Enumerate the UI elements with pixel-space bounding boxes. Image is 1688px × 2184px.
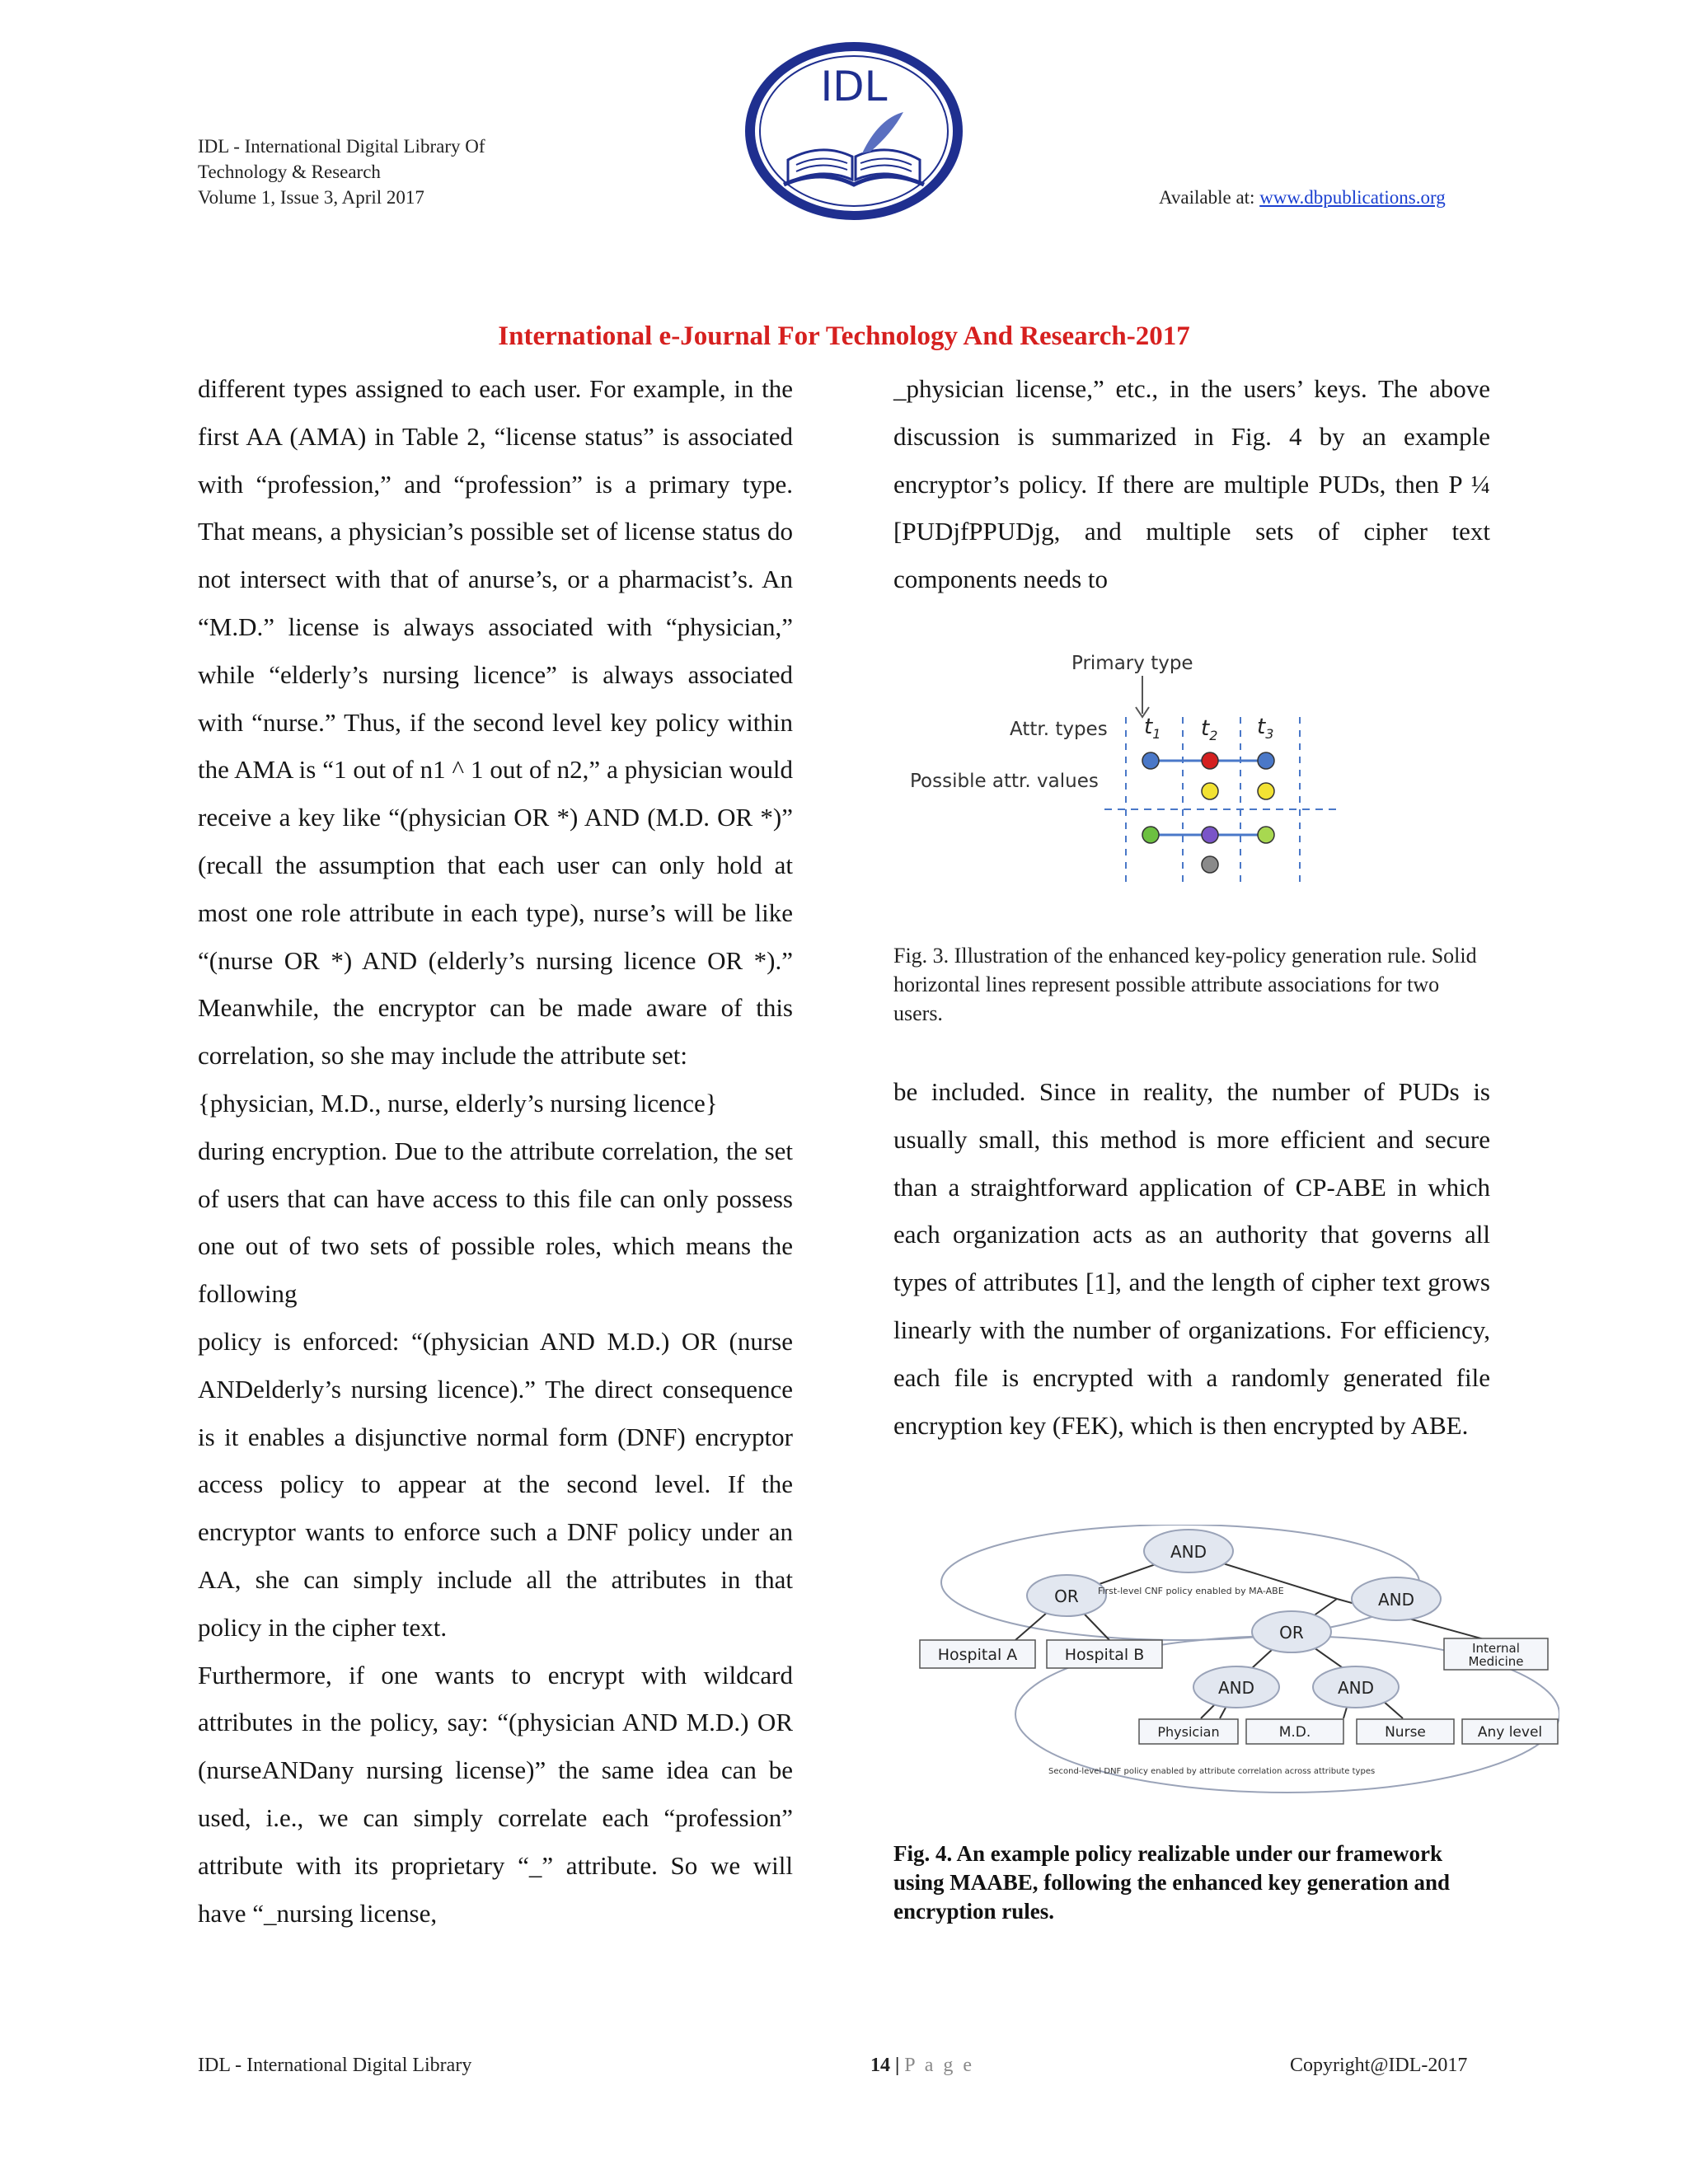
left-column: [198, 365, 793, 1937]
left-para-3: during encryption. Due to the attribute correlation, the set of users that can have access to this file can only possess one out of two sets of possible roles, which means the following: [198, 1136, 793, 1309]
footer-page: [870, 2055, 974, 2077]
fig3-possible-label: Possible attr. values: [910, 771, 1099, 792]
idl-logo: [738, 36, 969, 226]
fig3-dot-yellow: [1258, 783, 1274, 799]
fig3-diagram: [898, 643, 1352, 907]
fig4-and-top: [1144, 1530, 1233, 1572]
right-para-1: _physician license,” etc., in the users’ keys. The above discussion is summarized in Fig. 4 by an example encryptor’s policy. If there are multiple PUDs, then P ¼ [PUDjfPPUDjg, and multiple sets of cipher text components needs to: [893, 374, 1490, 594]
svg-text:AND: AND: [1217, 1678, 1255, 1698]
svg-text:OR: OR: [1279, 1623, 1304, 1643]
fig3-primary-label: Primary type: [1071, 653, 1193, 674]
header-line-3: Volume 1, Issue 3, April 2017: [198, 187, 424, 208]
fig4-first-level-note: First-level CNF policy enabled by MA-ABE: [1098, 1586, 1284, 1596]
svg-text:Medicine: Medicine: [1468, 1654, 1524, 1669]
fig3-dot-blue: [1142, 752, 1159, 769]
svg-text:Any level: Any level: [1477, 1724, 1543, 1741]
svg-text:AND: AND: [1170, 1542, 1207, 1562]
svg-text:AND: AND: [1337, 1678, 1375, 1698]
fig3-dot-blue: [1258, 752, 1274, 769]
page-sep: |: [895, 2055, 900, 2076]
fig3-dot-green: [1142, 827, 1159, 843]
fig3-t1: $t_1$: [1144, 715, 1161, 742]
left-para-2: {physician, M.D., nurse, elderly’s nursing licence}: [198, 1088, 718, 1118]
logo-text: IDL: [820, 63, 888, 110]
fig4-leaf-md: [1246, 1719, 1343, 1744]
fig3-dot-yellow: [1202, 783, 1218, 799]
fig4-and-right: [1352, 1577, 1441, 1620]
svg-text:AND: AND: [1377, 1590, 1415, 1610]
fig4-and-a: [1193, 1666, 1279, 1708]
fig4-leaf-any-level: [1462, 1719, 1558, 1744]
fig3-attr-types-label: Attr. types: [1010, 719, 1108, 740]
fig3-dot-red: [1202, 752, 1218, 769]
fig4-leaf-internal-medicine: [1444, 1638, 1548, 1670]
available-at: [1159, 185, 1446, 210]
fig4-leaf-nurse: [1357, 1719, 1454, 1744]
fig3-dot-purple: [1202, 827, 1218, 843]
page-number: 14: [870, 2055, 890, 2076]
fig3-t3: $t_3$: [1257, 715, 1274, 742]
journal-title: International e-Journal For Technology And Research-2017: [498, 321, 1190, 351]
svg-text:Physician: Physician: [1157, 1724, 1220, 1740]
svg-text:M.D.: M.D.: [1278, 1724, 1311, 1741]
fig4-or-left: [1027, 1575, 1106, 1616]
fig4-and-b: [1313, 1666, 1399, 1708]
svg-text:OR: OR: [1054, 1586, 1079, 1606]
fig4-leaf-hospital-b: [1047, 1640, 1162, 1668]
svg-text:Internal: Internal: [1472, 1641, 1520, 1656]
svg-text:Hospital B: Hospital B: [1064, 1646, 1145, 1664]
fig4-second-level-note: Second-level DNF policy enabled by attribute correlation across attribute types: [1048, 1767, 1376, 1776]
fig4-leaf-hospital-a: [920, 1640, 1035, 1668]
footer-left: IDL - International Digital Library: [198, 2055, 472, 2076]
page-word: P a g e: [904, 2055, 975, 2076]
header-publisher: [198, 134, 485, 210]
right-column-bottom: [893, 1068, 1490, 1449]
left-para-5: Furthermore, if one wants to encrypt with wildcard attributes in the policy, say: “(physician AND M.D.) OR (nurseANDany nursing license)” the same idea can be used, i.e., we can simply correlate each “profession” attribute with its proprietary “_” attribute. So we will have “_nursing license,: [198, 1660, 793, 1928]
left-para-1: different types assigned to each user. For example, in the first AA (AMA) in Table 2, “license status” is associated with “profession,” and “profession” is a primary type. That means, a physician’s possible set of license status do not intersect with that of anurse’s, or a pharmacist’s. An “M.D.” license is always associated with “physician,” while “elderly’s nursing licence” is always associated with “nurse.” Thus, if the second level key policy within the AMA is “1 out of n1 ^ 1 out of n2,” a physician would receive a key like “(physician OR *) AND (M.D. OR *)” (recall the assumption that each user can only hold at most one role attribute in each type), nurse’s will be like “(nurse OR *) AND (elderly’s nursing licence OR *).” Meanwhile, the encryptor can be made aware of this correlation, so she may include the attribute set:: [198, 374, 793, 1071]
left-para-4: policy is enforced: “(physician AND M.D.) OR (nurse ANDelderly’s nursing licence).” The direct consequence is it enables a disjunctive normal form (DNF) encryptor access policy to appear at the second level. If the encryptor wants to enforce such a DNF policy under an AA, she can simply include all the attributes in that policy in the cipher text.: [198, 1326, 793, 1642]
svg-text:Hospital A: Hospital A: [937, 1646, 1018, 1664]
right-para-2: be included. Since in reality, the number of PUDs is usually small, this method is more efficient and secure than a straightforward application of CP-ABE in which each organization acts as an authority that governs all types of attributes [1], and the length of cipher text grows linearly with the number of organizations. For efficiency, each file is encrypted with a randomly generated file encryption key (FEK), which is then encrypted by ABE.: [893, 1077, 1490, 1440]
fig3-caption: Fig. 3. Illustration of the enhanced key-policy generation rule. Solid horizontal lines represent possible attribute associations for two users.: [893, 944, 1477, 1025]
right-column-top: [893, 365, 1490, 603]
fig4-caption: Fig. 4. An example policy realizable under our framework using MAABE, following the enhanced key generation and encryption rules.: [893, 1841, 1451, 1924]
header-line-2: Technology & Research: [198, 162, 381, 182]
fig4-or-mid: [1252, 1611, 1331, 1652]
svg-text:Nurse: Nurse: [1385, 1724, 1426, 1741]
footer-right: Copyright@IDL-2017: [1290, 2055, 1468, 2076]
journal-website-link[interactable]: www.dbpublications.org: [1259, 187, 1446, 208]
fig4-leaf-physician: [1139, 1719, 1238, 1744]
fig3-dot-green: [1258, 827, 1274, 843]
fig3-dot-gray: [1202, 856, 1218, 873]
fig4-diagram: [917, 1525, 1559, 1797]
header-line-1: IDL - International Digital Library Of: [198, 136, 485, 157]
fig3-t2: $t_2$: [1201, 716, 1218, 743]
available-label: Available at:: [1159, 187, 1255, 208]
